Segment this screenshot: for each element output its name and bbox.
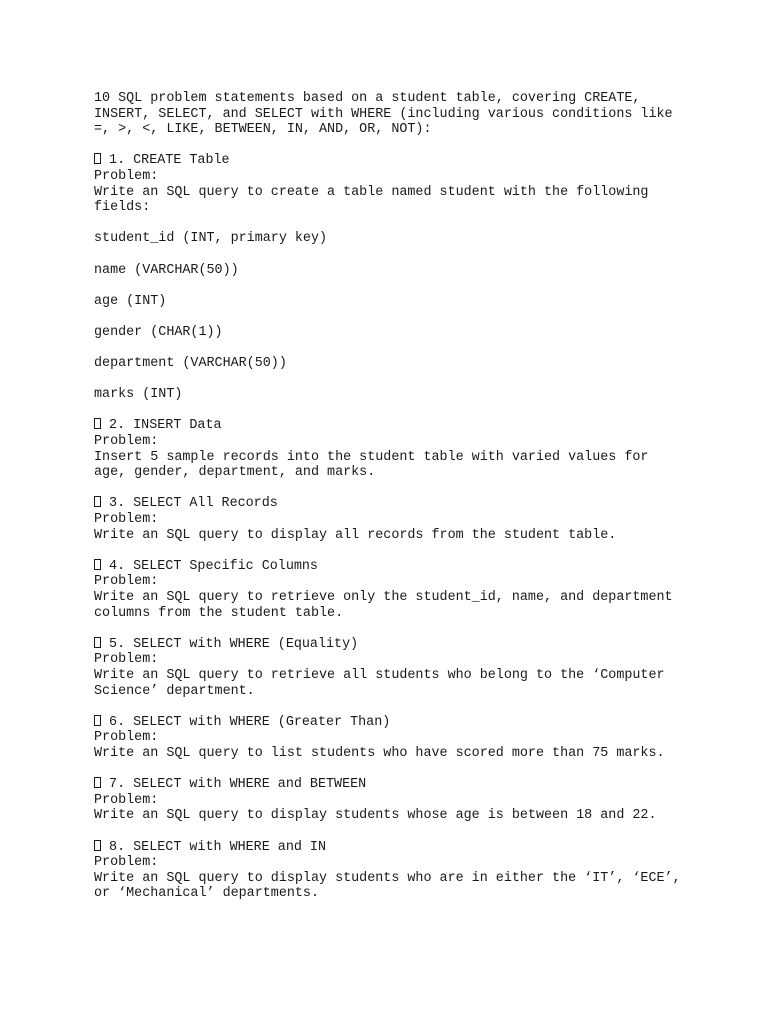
problem-text: age, gender, department, and marks.	[94, 465, 376, 481]
problem-text: Write an SQL query to list students who have scored more than 75 marks.	[94, 745, 665, 761]
field-item: name (VARCHAR(50))	[94, 262, 239, 278]
problem-label: Problem:	[94, 855, 159, 871]
problem-text: Write an SQL query to display students who are in either the ‘IT’, ‘ECE’,	[94, 870, 681, 886]
document-page	[94, 91, 694, 902]
problem-text: Write an SQL query to display students whose age is between 18 and 22.	[94, 808, 657, 824]
problem-section-8	[94, 840, 694, 902]
problem-text: or ‘Mechanical’ departments.	[94, 886, 319, 902]
problem-text: fields:	[94, 200, 151, 216]
problem-section-1	[94, 153, 694, 403]
section-heading: 5. SELECT with WHERE (Equality)	[101, 636, 359, 652]
checkbox-glyph-icon	[94, 840, 101, 851]
problem-text: Write an SQL query to retrieve only the student_id, name, and department	[94, 590, 673, 605]
checkbox-glyph-icon	[94, 418, 101, 429]
problem-text: Write an SQL query to create a table named student with the following	[94, 184, 649, 200]
problem-label: Problem:	[94, 574, 159, 590]
problem-section-3	[94, 496, 694, 543]
problem-text: Science’ department.	[94, 683, 255, 699]
problem-label: Problem:	[94, 512, 159, 528]
problem-text: columns from the student table.	[94, 605, 344, 621]
problem-label: Problem:	[94, 730, 159, 746]
problem-text: Write an SQL query to retrieve all students who belong to the ‘Computer	[94, 667, 665, 683]
field-item: department (VARCHAR(50))	[94, 356, 287, 372]
problem-label: Problem:	[94, 168, 159, 184]
problem-label: Problem:	[94, 652, 159, 668]
checkbox-glyph-icon	[94, 777, 101, 788]
problem-section-6	[94, 715, 694, 762]
field-item: age (INT)	[94, 293, 167, 309]
problem-section-2	[94, 418, 694, 480]
problem-section-5	[94, 637, 694, 699]
checkbox-glyph-icon	[94, 715, 101, 726]
intro-line: =, >, <, LIKE, BETWEEN, IN, AND, OR, NOT):	[94, 122, 432, 138]
field-item: marks (INT)	[94, 387, 183, 403]
problem-section-4	[94, 559, 694, 621]
checkbox-glyph-icon	[94, 496, 101, 507]
section-heading: 6. SELECT with WHERE (Greater Than)	[101, 714, 391, 730]
section-heading: 4. SELECT Specific Columns	[101, 558, 318, 574]
field-item: gender (CHAR(1))	[94, 324, 223, 340]
problem-label: Problem:	[94, 792, 159, 808]
section-heading: 1. CREATE Table	[101, 153, 230, 169]
field-item: student_id (INT, primary key)	[94, 231, 328, 247]
checkbox-glyph-icon	[94, 637, 101, 648]
section-heading: 2. INSERT Data	[101, 418, 222, 434]
section-heading: 3. SELECT All Records	[101, 496, 278, 512]
problem-label: Problem:	[94, 434, 159, 450]
checkbox-glyph-icon	[94, 153, 101, 164]
checkbox-glyph-icon	[94, 559, 101, 570]
intro-line: INSERT, SELECT, and SELECT with WHERE (including various conditions like	[94, 106, 673, 122]
intro-paragraph	[94, 91, 694, 138]
intro-line: 10 SQL problem statements based on a student table, covering CREATE,	[94, 91, 641, 106]
section-heading: 8. SELECT with WHERE and IN	[101, 839, 326, 855]
section-heading: 7. SELECT with WHERE and BETWEEN	[101, 777, 367, 793]
problem-text: Insert 5 sample records into the student table with varied values for	[94, 449, 649, 465]
problem-text: Write an SQL query to display all records from the student table.	[94, 527, 617, 543]
problem-section-7	[94, 777, 694, 824]
